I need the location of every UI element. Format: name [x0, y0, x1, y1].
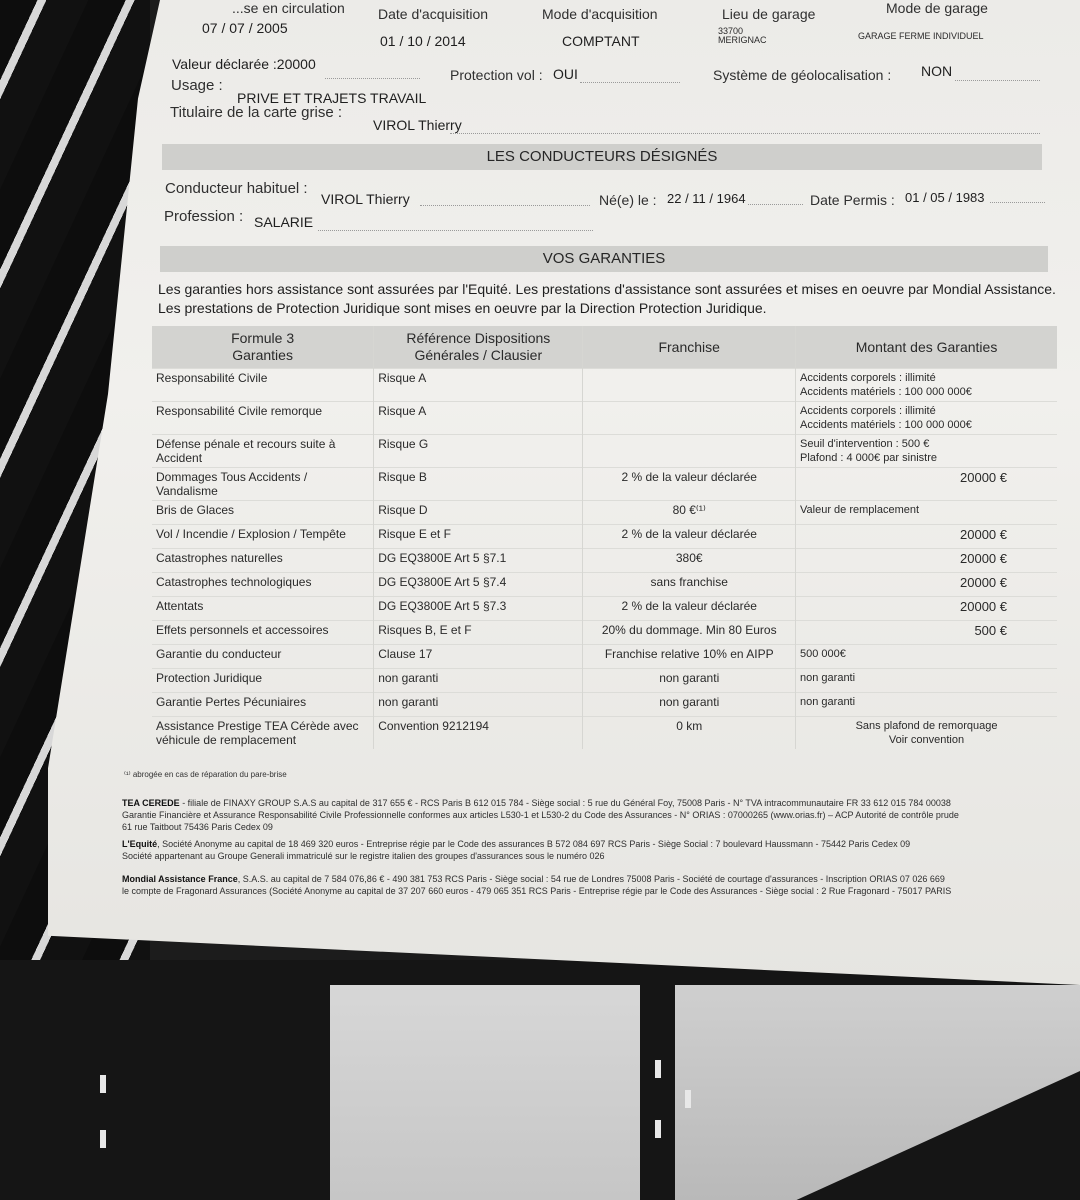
guarantee-reference: non garanti: [374, 669, 583, 693]
guarantee-reference: Risque A: [374, 402, 583, 435]
guarantee-franchise: non garanti: [583, 669, 796, 693]
table-header-row: [152, 326, 1057, 369]
profession-value: SALARIE: [254, 214, 314, 230]
guarantee-reference: non garanti: [374, 693, 583, 717]
usage-label: Usage :: [171, 77, 223, 94]
guarantee-franchise: non garanti: [583, 693, 796, 717]
guarantee-franchise: 380€: [583, 549, 796, 573]
table-row: [152, 435, 1057, 468]
guarantee-reference: Risque A: [374, 369, 583, 402]
company-name: TEA CEREDE: [122, 798, 180, 808]
guarantee-amount: non garanti: [796, 693, 1057, 717]
acquisition-mode-label: Mode d'acquisition: [542, 6, 658, 22]
drivers-section-title: LES CONDUCTEURS DÉSIGNÉS: [162, 144, 1042, 170]
driver-label: Conducteur habituel :: [165, 180, 308, 197]
legal-line: [122, 797, 1080, 809]
guarantee-name: Catastrophes technologiques: [152, 573, 374, 597]
company-name: L'Equité: [122, 839, 158, 849]
guarantee-reference: DG EQ3800E Art 5 §7.4: [374, 573, 583, 597]
guarantees-section-title: VOS GARANTIES: [160, 246, 1048, 272]
legal-line: [122, 873, 1080, 885]
header-franchise: Franchise: [583, 326, 796, 369]
guarantee-name: Garantie du conducteur: [152, 645, 374, 669]
header-amount: Montant des Garanties: [796, 326, 1057, 369]
usage-value: PRIVE ET TRAJETS TRAVAIL: [237, 90, 427, 106]
guarantee-amount: 20000 €: [796, 573, 1057, 597]
dotted-line: [450, 133, 1040, 134]
legal-text: 61 rue Taitbout 75436 Paris Cedex 09: [122, 822, 273, 832]
legal-text: , Société Anonyme au capital de 18 469 320 euros - Entreprise régie par le Code des assurances B 572 084 697 RCS Paris - Siège Social : 7 boulevard Haussmann - 75442 Paris Cedex 09: [157, 839, 911, 849]
background-dash: [100, 1130, 106, 1148]
garage-mode: GARAGE FERME INDIVIDUEL: [858, 31, 984, 41]
guarantee-name: Catastrophes naturelles: [152, 549, 374, 573]
guarantee-amount: Seuil d'intervention : 500 € Plafond : 4 000€ par sinistre: [796, 435, 1057, 468]
table-row: [152, 549, 1057, 573]
dotted-line: [318, 230, 593, 231]
header-formula: Formule 3 Garanties: [152, 326, 374, 369]
guarantee-franchise: 2 % de la valeur déclarée: [583, 468, 796, 501]
legal-line: [122, 838, 1080, 850]
garage-zip: 33700: [718, 26, 744, 36]
guarantee-amount: 20000 €: [796, 549, 1057, 573]
garage-city: MERIGNAC: [718, 35, 767, 45]
guarantee-reference: Risques B, E et F: [374, 621, 583, 645]
legal-text: Société appartenant au Groupe Generali immatriculé sur le registre italien des groupes d'assurances sous le numéro 026: [122, 851, 605, 861]
table-row: [152, 573, 1057, 597]
background-dash: [655, 1120, 661, 1138]
guarantee-franchise: 2 % de la valeur déclarée: [583, 525, 796, 549]
guarantees-table: [152, 326, 1057, 749]
guarantee-franchise: 2 % de la valeur déclarée: [583, 597, 796, 621]
garage-place-label: Lieu de garage: [722, 6, 816, 22]
legal-text: - filiale de FINAXY GROUP S.A.S au capital de 317 655 € - RCS Paris B 612 015 784 - Siège social : 5 rue du Général Foy, 75008 Paris - N° TVA intracommunautaire FR 33 612 015 784 00038: [179, 798, 951, 808]
birth-value: 22 / 11 / 1964: [667, 191, 746, 206]
table-row: [152, 501, 1057, 525]
table-row: [152, 525, 1057, 549]
background-strip: [330, 985, 640, 1200]
guarantee-name: Protection Juridique: [152, 669, 374, 693]
guarantee-name: Attentats: [152, 597, 374, 621]
guarantee-amount: Accidents corporels : illimité Accidents matériels : 100 000 000€: [796, 369, 1057, 402]
acquisition-date-label: Date d'acquisition: [378, 6, 489, 22]
guarantee-franchise: [583, 369, 796, 402]
garage-place-value: [718, 27, 767, 45]
legal-text: le compte de Fragonard Assurances (Société Anonyme au capital de 37 207 660 euros - 479 065 351 RCS Paris - Entreprise régie par le Code des Assurances - Siège social : 2 Rue Fragonard - 75017 PARIS: [122, 886, 952, 896]
acquisition-mode: COMPTANT: [562, 33, 640, 49]
guarantee-name: Garantie Pertes Pécuniaires: [152, 693, 374, 717]
table-row: [152, 645, 1057, 669]
legal-line: [122, 821, 1080, 833]
guarantee-amount: 500 000€: [796, 645, 1057, 669]
guarantee-amount: non garanti: [796, 669, 1057, 693]
background-dash: [685, 1090, 691, 1108]
dotted-line: [990, 202, 1045, 203]
background-dash: [655, 1060, 661, 1078]
theft-protection-label: Protection vol :: [450, 67, 543, 83]
guarantee-reference: Risque E et F: [374, 525, 583, 549]
guarantee-franchise: 80 €⁽¹⁾: [583, 501, 796, 525]
guarantee-name: Vol / Incendie / Explosion / Tempête: [152, 525, 374, 549]
profession-label: Profession :: [164, 208, 244, 225]
driver-value: VIROL Thierry: [321, 191, 410, 207]
holder-label: Titulaire de la carte grise :: [170, 104, 343, 121]
geolocation-value: NON: [921, 63, 953, 79]
permit-value: 01 / 05 / 1983: [905, 190, 985, 205]
birth-label: Né(e) le :: [599, 192, 657, 208]
acquisition-date: 01 / 10 / 2014: [380, 33, 466, 49]
table-row: [152, 597, 1057, 621]
legal-text: , S.A.S. au capital de 7 584 076,86 € - 490 381 753 RCS Paris - Siège social : 54 rue de Londres 75008 Paris - Société de courtage d'assurances - Inscription ORIAS 07 026 669: [237, 874, 945, 884]
guarantee-amount: Sans plafond de remorquage Voir convention: [796, 717, 1057, 750]
table-row: [152, 669, 1057, 693]
dotted-line: [955, 80, 1040, 81]
guarantee-reference: Convention 9212194: [374, 717, 583, 750]
guarantee-franchise: Franchise relative 10% en AIPP: [583, 645, 796, 669]
company-name: Mondial Assistance France: [122, 874, 238, 884]
background-dash: [100, 1075, 106, 1093]
geolocation-label: Système de géolocalisation :: [713, 67, 892, 83]
guarantee-amount: 500 €: [796, 621, 1057, 645]
table-row: [152, 693, 1057, 717]
dotted-line: [420, 205, 590, 206]
guarantee-name: Assistance Prestige TEA Cérède avec véhicule de remplacement: [152, 717, 374, 750]
legal-line: [122, 809, 1080, 821]
guarantee-franchise: 20% du dommage. Min 80 Euros: [583, 621, 796, 645]
guarantee-name: Responsabilité Civile remorque: [152, 402, 374, 435]
table-row: [152, 369, 1057, 402]
guarantee-reference: Risque B: [374, 468, 583, 501]
guarantee-amount: 20000 €: [796, 525, 1057, 549]
header-reference: Référence Dispositions Générales / Clausier: [374, 326, 583, 369]
guarantee-reference: DG EQ3800E Art 5 §7.3: [374, 597, 583, 621]
circulation-date: 07 / 07 / 2005: [202, 20, 288, 36]
guarantee-name: Bris de Glaces: [152, 501, 374, 525]
guarantees-intro: Les garanties hors assistance sont assurées par l'Equité. Les prestations d'assistance sont assurées et mises en oeuvre par Mondial Assistance. Les prestations de Protection Juridique sont mises en oeuvre par la Direction Protection Juridique.: [158, 281, 1056, 316]
table-row: [152, 468, 1057, 501]
dotted-line: [580, 82, 680, 83]
declared-value: Valeur déclarée :20000: [172, 56, 316, 72]
theft-protection-value: OUI: [553, 66, 578, 82]
legal-line: [122, 850, 1080, 862]
guarantee-name: Défense pénale et recours suite à Accident: [152, 435, 374, 468]
guarantee-reference: Risque D: [374, 501, 583, 525]
footnote: ⁽¹⁾ abrogée en cas de réparation du pare-brise: [124, 770, 287, 779]
guarantee-franchise: sans franchise: [583, 573, 796, 597]
legal-line: [122, 885, 1080, 897]
table-row: [152, 402, 1057, 435]
permit-label: Date Permis :: [810, 192, 895, 208]
guarantee-reference: DG EQ3800E Art 5 §7.1: [374, 549, 583, 573]
guarantee-franchise: 0 km: [583, 717, 796, 750]
guarantee-amount: Valeur de remplacement: [796, 501, 1057, 525]
guarantee-reference: Risque G: [374, 435, 583, 468]
garage-mode-label: Mode de garage: [886, 0, 988, 16]
legal-text: Garantie Financière et Assurance Responsabilité Civile Professionnelle conformes aux articles L530-1 et L530-2 du Code des Assurances - N° ORIAS : 07000265 (www.orias.fr) – ACP Autorité de contrôle prude: [122, 810, 959, 820]
table-row: [152, 621, 1057, 645]
guarantee-amount: 20000 €: [796, 468, 1057, 501]
circulation-label: ...se en circulation: [232, 0, 345, 16]
dotted-line: [748, 204, 803, 205]
dotted-line: [325, 78, 420, 79]
guarantee-amount: 20000 €: [796, 597, 1057, 621]
table-row: [152, 717, 1057, 750]
guarantee-name: Responsabilité Civile: [152, 369, 374, 402]
guarantee-franchise: [583, 402, 796, 435]
holder-value: VIROL Thierry: [373, 117, 462, 133]
guarantee-name: Effets personnels et accessoires: [152, 621, 374, 645]
guarantee-franchise: [583, 435, 796, 468]
guarantee-name: Dommages Tous Accidents / Vandalisme: [152, 468, 374, 501]
guarantee-amount: Accidents corporels : illimité Accidents matériels : 100 000 000€: [796, 402, 1057, 435]
guarantee-reference: Clause 17: [374, 645, 583, 669]
